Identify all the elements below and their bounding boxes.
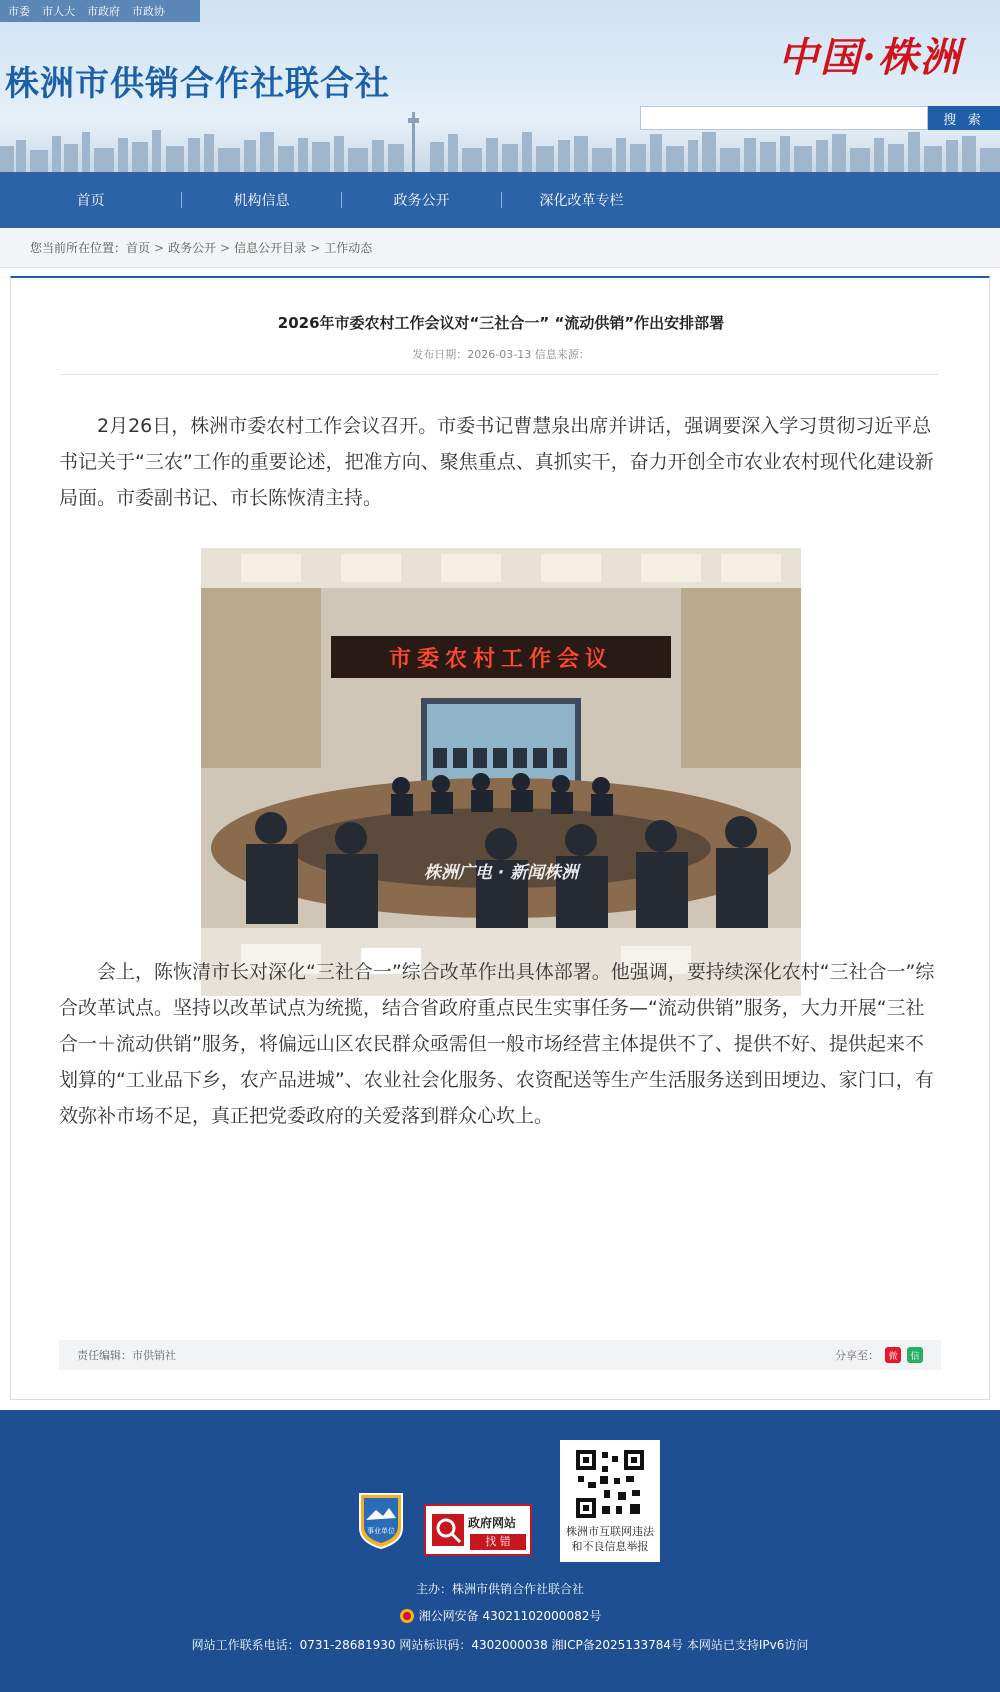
breadcrumb [0, 228, 1000, 268]
nav-org-info[interactable]: 机构信息 [233, 193, 290, 209]
top-links-bar [0, 0, 200, 22]
share-label: 分享至： [835, 1349, 879, 1362]
article-paragraph-2: 会上，陈恢清市长对深化“三社合一”综合改革作出具体部署。他强调，要持续深化农村“三社合一”综合改革试点。坚持以改革试点为统揽，结合省政府重点民生实事任务—“流动供销”服务，大力开展“三社合一＋流动供销”服务，将偏远山区农民群众亟需但一般市场经营主体提供不了、提供不好、提供起来不划算的“工业品下乡，农产品进城”、农业社会化服务、农资配送等生产生活服务送到田埂边、家门口，有效弥补市场不足，真正把党委政府的关爱落到群众心坎上。 [59, 961, 935, 1127]
weibo-share-icon[interactable]: 微 [885, 1347, 901, 1363]
gov-site-report-button[interactable] [424, 1504, 532, 1556]
site-title: 株洲市供销合作社联合社 [5, 64, 390, 104]
nav-reform-column[interactable]: 深化改革专栏 [539, 193, 624, 209]
city-skyline-image [0, 112, 1000, 172]
editor-label: 责任编辑：市供销社 [77, 1349, 176, 1362]
find-error-label: 找 错 [470, 1534, 526, 1550]
footer-police-record[interactable] [0, 1607, 1000, 1624]
wechat-share-icon[interactable]: 信 [907, 1347, 923, 1363]
breadcrumb-separator: > [154, 240, 165, 255]
breadcrumb-prefix: 您当前所在位置： [30, 241, 127, 255]
nav-home[interactable]: 首页 [76, 193, 105, 209]
breadcrumb-separator: > [220, 240, 231, 255]
police-badge-icon [399, 1608, 415, 1624]
site-header [0, 0, 1000, 172]
breadcrumb-catalog[interactable]: 信息公开目录 [234, 241, 307, 255]
share-group [835, 1347, 923, 1363]
qr-caption [560, 1524, 660, 1554]
toplink-shiwei[interactable]: 市委 [8, 5, 30, 18]
search-button[interactable]: 搜 索 [928, 106, 1000, 130]
article-paragraph-1: 2月26日，株洲市委农村工作会议召开。市委书记曹慧泉出席并讲话，强调要深入学习贯彻习近平总书记关于“三农”工作的重要论述，把准方向、聚焦重点、真抓实干，奋力开创全市农业农村现代化建设新局面。市委副书记、市长陈恢清主持。 [59, 415, 934, 509]
photo-banner-text: 市委农村工作会议 [388, 647, 614, 672]
institution-badge-icon [356, 1490, 406, 1550]
article-title: 2026年市委农村工作会议对“三社合一” “流动供销”作出安排部署 [277, 314, 725, 332]
breadcrumb-work-news[interactable]: 工作动态 [324, 241, 373, 255]
breadcrumb-gov-affairs[interactable]: 政务公开 [168, 241, 217, 255]
footer-host: 主办：株洲市供销合作社联合社 [415, 1582, 584, 1596]
divider [59, 374, 939, 375]
site-footer [0, 1410, 1000, 1692]
article-footer-bar [59, 1340, 941, 1370]
article-container [10, 276, 990, 1400]
breadcrumb-separator: > [310, 240, 321, 255]
institution-badge-label: 事业单位 [367, 1527, 395, 1535]
police-record-text: 湘公网安备 43021102000082号 [418, 1609, 602, 1623]
article-meta: 发布日期：2026-03-13 信息来源： [412, 348, 590, 361]
nav-gov-affairs[interactable]: 政务公开 [393, 193, 450, 209]
breadcrumb-home[interactable]: 首页 [126, 241, 151, 255]
photo-watermark: 株洲广电 · 新闻株洲 [423, 863, 579, 883]
report-qr-card[interactable] [560, 1440, 660, 1562]
footer-contact-info: 网站工作联系电话：0731-28681930 网站标识码：4302000038 湘ICP备2025133784号 本网站已支持IPv6访问 [191, 1638, 809, 1652]
magnifier-icon [432, 1514, 464, 1546]
qr-code-icon [574, 1448, 646, 1520]
qr-caption-line-2: 和不良信息举报 [571, 1540, 649, 1553]
main-nav [0, 172, 1000, 228]
qr-caption-line-1: 株洲市互联网违法 [566, 1525, 654, 1538]
institution-badge[interactable] [356, 1490, 406, 1550]
city-logo: 中国·株洲 [778, 34, 962, 81]
meeting-photo [201, 548, 801, 996]
toplink-shizhengfu[interactable]: 市政府 [87, 5, 120, 18]
meeting-photo-illustration [201, 548, 801, 996]
gov-site-label: 政府网站 [468, 1516, 517, 1530]
toplink-shizhengxie[interactable]: 市政协 [132, 5, 165, 18]
toplink-shirenda[interactable]: 市人大 [42, 5, 75, 18]
